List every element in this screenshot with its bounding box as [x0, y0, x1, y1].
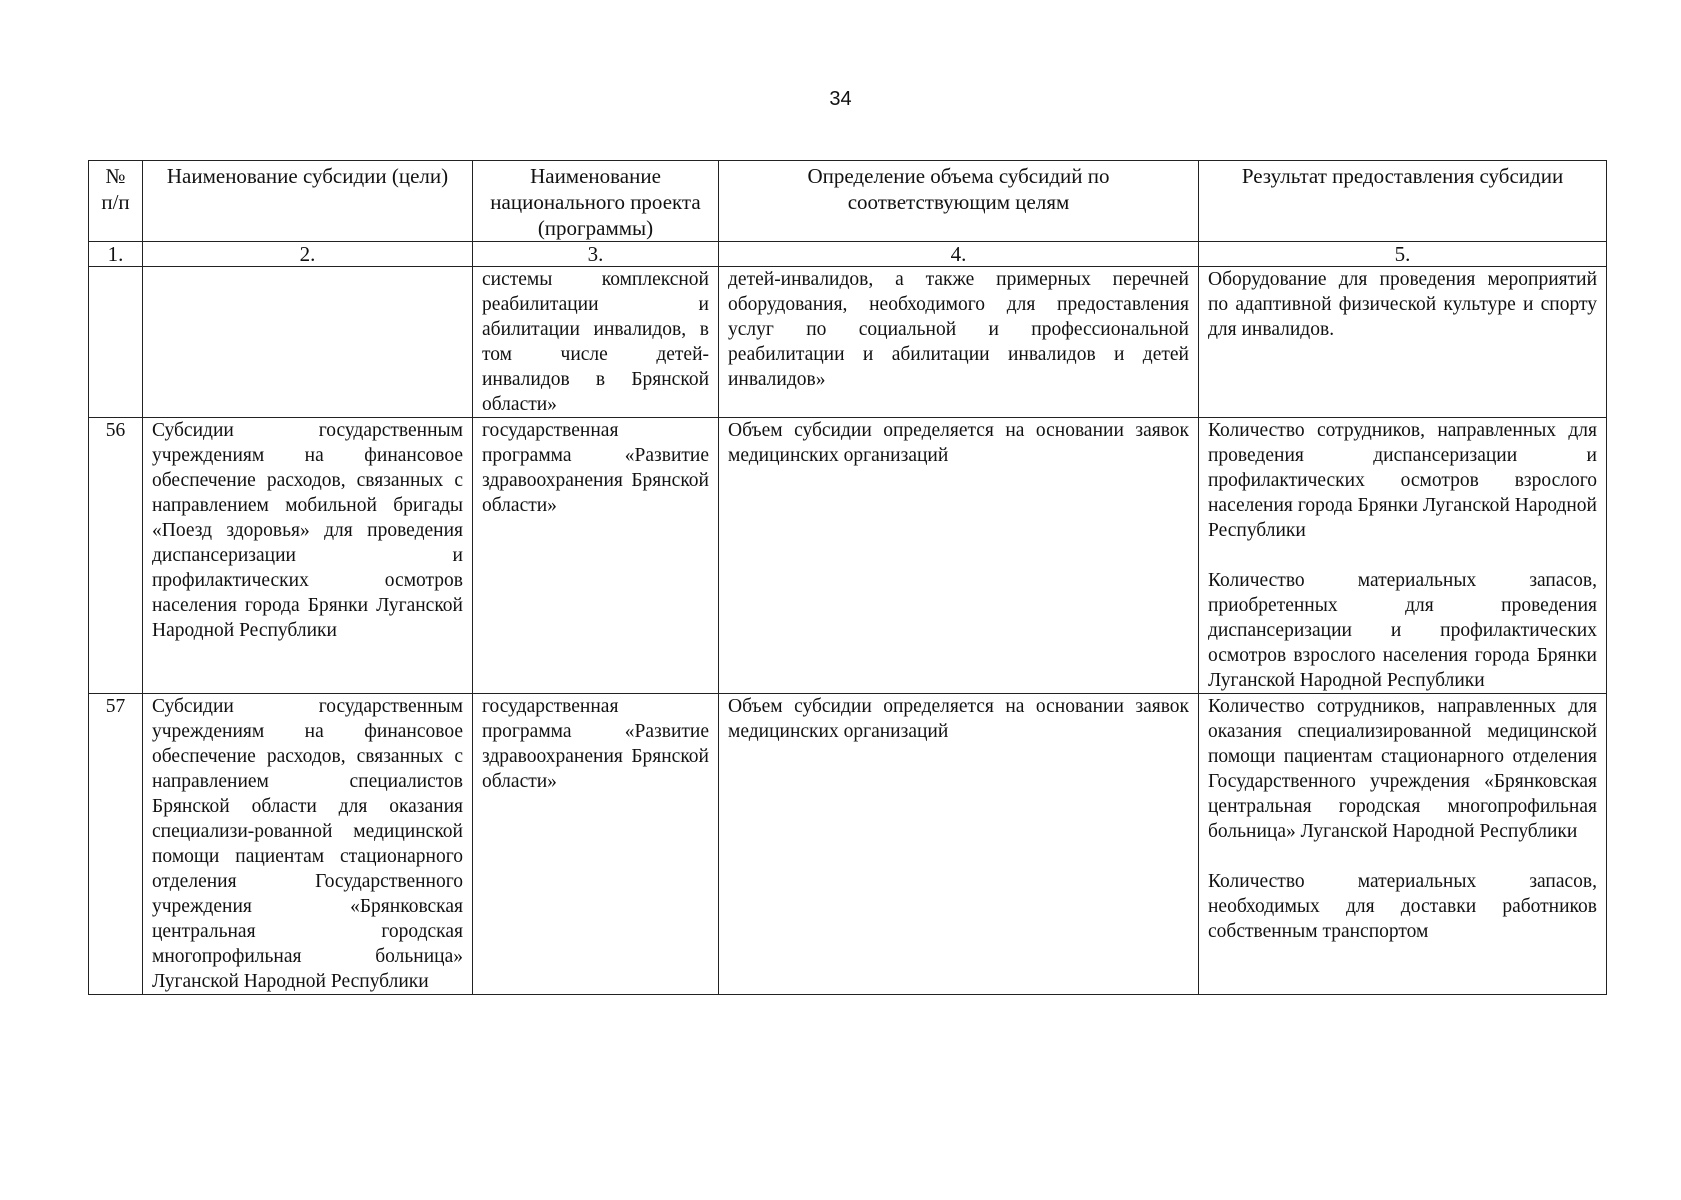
volume-definition: Объем субсидии определяется на основании заявок медицинских организаций	[719, 418, 1199, 694]
column-number: 2.	[143, 242, 473, 267]
subsidy-name	[143, 267, 473, 418]
row-number: 56	[89, 418, 143, 694]
subsidy-name: Субсидии государственным учреждениям на финансовое обеспечение расходов, связанных с направлением специалистов Брянской области для оказания специализи-рованной медицинской помощи пациентам стационарного отделения Государственного учреждения «Брянковская центральная городская многопрофильная больница» Луганской Народной Республики	[143, 694, 473, 995]
table-row	[89, 267, 1607, 418]
page-number: 34	[829, 88, 852, 110]
project-name: государственная программа «Развитие здравоохранения Брянской области»	[473, 694, 719, 995]
column-number: 4.	[719, 242, 1199, 267]
column-number: 1.	[89, 242, 143, 267]
subsidy-result	[1199, 418, 1607, 694]
volume-definition: Объем субсидии определяется на основании заявок медицинских организаций	[719, 694, 1199, 995]
subsidy-result	[1199, 267, 1607, 418]
header-number: № п/п	[89, 161, 143, 242]
table-header-row	[89, 161, 1607, 242]
header-result: Результат предоставления субсидии	[1199, 161, 1607, 242]
result-paragraph: Количество сотрудников, направленных для оказания специализированной медицинской помощи пациентам стационарного отделения Государственного учреждения «Брянковская центральная городская многопрофильная больница» Луганской Народной Республики	[1208, 696, 1597, 842]
column-number: 5.	[1199, 242, 1607, 267]
project-name: системы комплексной реабилитации и абилитации инвалидов, в том числе детей-инвалидов в Брянской области»	[473, 267, 719, 418]
result-paragraph: Оборудование для проведения мероприятий по адаптивной физической культуре и спорту для инвалидов.	[1208, 269, 1597, 340]
column-number: 3.	[473, 242, 719, 267]
table-row	[89, 418, 1607, 694]
header-volume-definition: Определение объема субсидий по соответствующим целям	[719, 161, 1199, 242]
header-subsidy-name: Наименование субсидии (цели)	[143, 161, 473, 242]
table-row	[89, 694, 1607, 995]
result-paragraph: Количество сотрудников, направленных для проведения диспансеризации и профилактических осмотров взрослого населения города Брянки Луганской Народной Республики	[1208, 420, 1597, 541]
subsidy-table	[88, 160, 1607, 995]
column-numbers-row	[89, 242, 1607, 267]
result-paragraph: Количество материальных запасов, необходимых для доставки работников собственным транспортом	[1208, 871, 1597, 942]
result-paragraph: Количество материальных запасов, приобретенных для проведения диспансеризации и профилактических осмотров взрослого населения города Брянки Луганской Народной Республики	[1208, 570, 1597, 691]
subsidy-name: Субсидии государственным учреждениям на финансовое обеспечение расходов, связанных с направлением мобильной бригады «Поезд здоровья» для проведения диспансеризации и профилактических осмотров населения города Брянки Луганской Народной Республики	[143, 418, 473, 694]
header-project-name: Наименование национального проекта (программы)	[473, 161, 719, 242]
volume-definition: детей-инвалидов, а также примерных перечней оборудования, необходимого для предоставления услуг по социальной и профессиональной реабилитации и абилитации инвалидов и детей инвалидов»	[719, 267, 1199, 418]
subsidy-result	[1199, 694, 1607, 995]
row-number: 57	[89, 694, 143, 995]
row-number	[89, 267, 143, 418]
project-name: государственная программа «Развитие здравоохранения Брянской области»	[473, 418, 719, 694]
